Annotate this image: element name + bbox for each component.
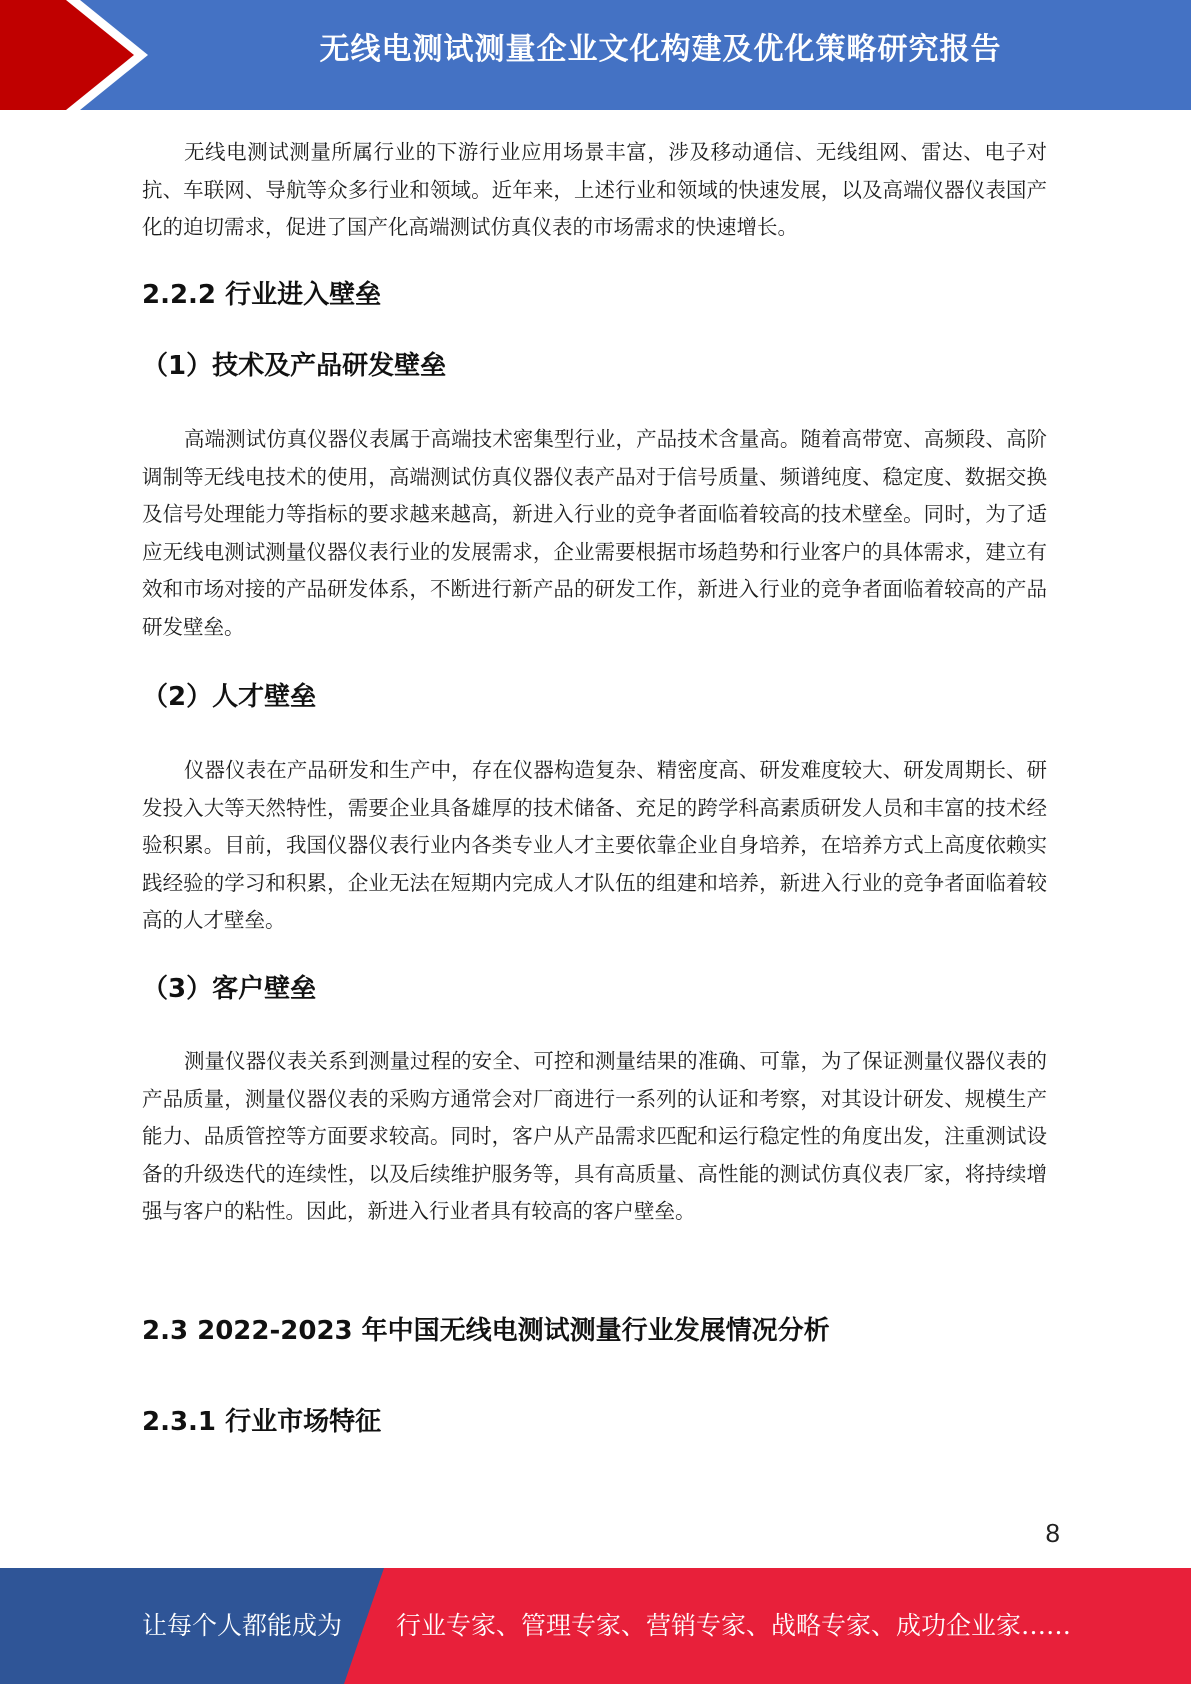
section-heading-2-3: 2.3 2022-2023 年中国无线电测试测量行业发展情况分析 [142,1316,830,1346]
talent-barrier-paragraph: 仪器仪表在产品研发和生产中，存在仪器构造复杂、精密度高、研发难度较大、研发周期长、研发投入大等天然特性，需要企业具备雄厚的技术储备、充足的跨学科高素质研发人员和丰富的技术经验积累。目前，我国仪器仪表行业内各类专业人才主要依靠企业自身培养，在培养方式上高度依赖实践经验的学习和积累，企业无法在短期内完成人才队伍的组建和培养，新进入行业的竞争者面临着较高的人才壁垒。 [142,758,1047,932]
subheading-customer-barrier: （3）客户壁垒 [142,974,317,1004]
report-title: 无线电测试测量企业文化构建及优化策略研究报告 [319,32,1002,67]
page-header [0,0,1191,110]
subheading-talent-barrier: （2）人才壁垒 [142,682,317,712]
footer-slogan-lead: 让每个人都能成为 [142,1611,343,1640]
page-footer [0,1568,1191,1684]
footer-slogan-roles: 行业专家、管理专家、营销专家、战略专家、成功企业家…… [396,1611,1072,1640]
customer-barrier-paragraph: 测量仪器仪表关系到测量过程的安全、可控和测量结果的准确、可靠，为了保证测量仪器仪表的产品质量，测量仪器仪表的采购方通常会对厂商进行一系列的认证和考察，对其设计研发、规模生产能力、品质管控等方面要求较高。同时，客户从产品需求匹配和运行稳定性的角度出发，注重测试设备的升级迭代的连续性，以及后续维护服务等，具有高质量、高性能的测试仿真仪表厂家，将持续增强与客户的粘性。因此，新进入行业者具有较高的客户壁垒。 [142,1049,1047,1223]
page-number: 8 [1045,1518,1060,1548]
subheading-tech-barrier: （1）技术及产品研发壁垒 [142,351,447,381]
intro-paragraph: 无线电测试测量所属行业的下游行业应用场景丰富，涉及移动通信、无线组网、雷达、电子对抗、车联网、导航等众多行业和领域。近年来，上述行业和领域的快速发展，以及高端仪器仪表国产化的迫切需求，促进了国产化高端测试仿真仪表的市场需求的快速增长。 [142,140,1047,239]
section-heading-2-2-2: 2.2.2 行业进入壁垒 [142,280,382,310]
tech-barrier-paragraph: 高端测试仿真仪器仪表属于高端技术密集型行业，产品技术含量高。随着高带宽、高频段、高阶调制等无线电技术的使用，高端测试仿真仪器仪表产品对于信号质量、频谱纯度、稳定度、数据交换及信号处理能力等指标的要求越来越高，新进入行业的竞争者面临着较高的技术壁垒。同时，为了适应无线电测试测量仪器仪表行业的发展需求，企业需要根据市场趋势和行业客户的具体需求，建立有效和市场对接的产品研发体系，不断进行新产品的研发工作，新进入行业的竞争者面临着较高的产品研发壁垒。 [142,427,1047,639]
section-heading-2-3-1: 2.3.1 行业市场特征 [142,1407,382,1437]
